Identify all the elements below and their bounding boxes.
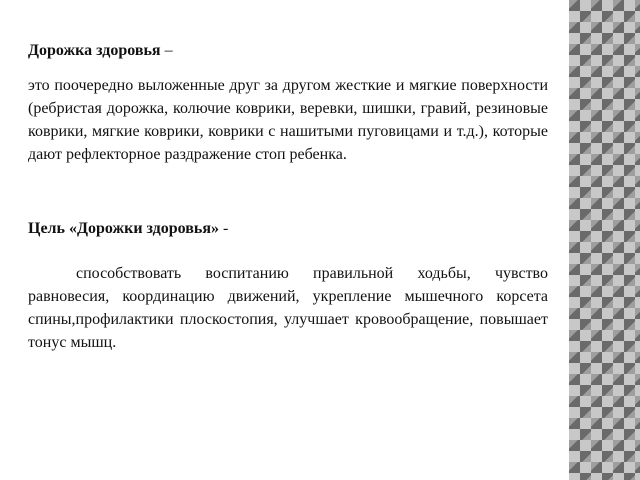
goal-dash: - [219, 220, 229, 237]
definition-heading [28, 40, 548, 62]
spacer-small [28, 252, 548, 262]
definition-dash: – [160, 42, 173, 59]
goal-text: способствовать воспитанию правильной ходьбы, чувство равновесия, координацию движений, укрепление мышечного корсета спины,профилактики плоскостопия, улучшает кровообращение, повышает тонус мышц. [28, 265, 548, 351]
definition-title: Дорожка здоровья [28, 42, 161, 59]
spacer [28, 166, 548, 218]
goal-heading [28, 218, 548, 240]
decorative-side-pattern [569, 0, 640, 480]
goal-title: Цель «Дорожки здоровья» [28, 220, 220, 237]
definition-text: это поочередно выложенные друг за другом жесткие и мягкие поверхности (ребристая дорожка, колючие коврики, веревки, шишки, гравий, резиновые коврики, мягкие коврики, коврики с нашитыми пуговицами и т.д.), которые дают рефлекторное раздражение стоп ребенка. [28, 77, 548, 163]
slide-content [28, 40, 548, 354]
